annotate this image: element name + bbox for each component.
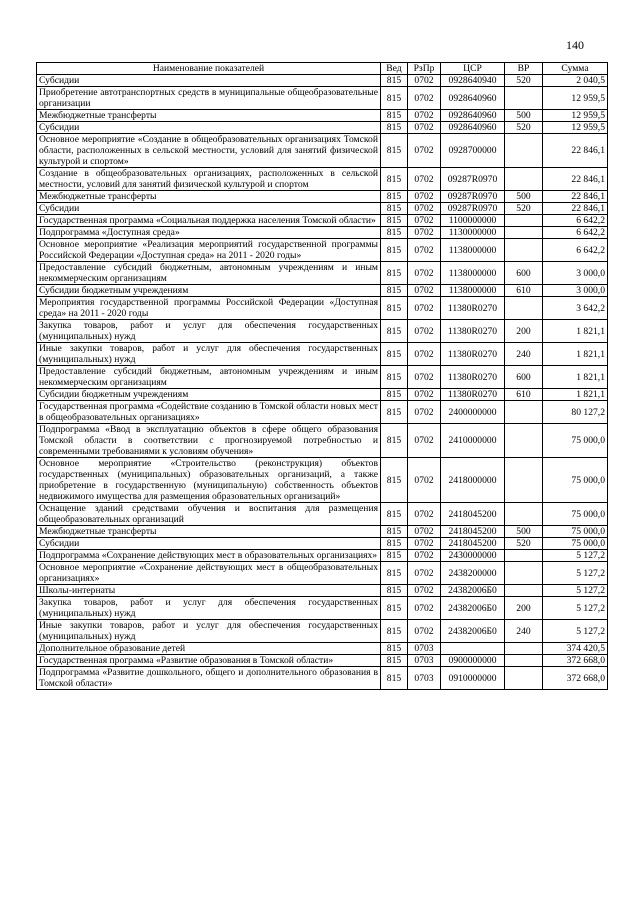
row-ved: 815: [381, 168, 408, 191]
table-row: [37, 87, 608, 110]
row-csr: 1138000000: [441, 239, 505, 262]
row-sum: 12 959,5: [543, 122, 608, 134]
row-ved: 815: [381, 401, 408, 424]
budget-table: [36, 62, 608, 690]
table-row: [37, 538, 608, 550]
row-sum: 6 642,2: [543, 227, 608, 239]
table-row: [37, 262, 608, 285]
row-vr: [505, 667, 543, 690]
table-row: [37, 620, 608, 643]
row-ved: 815: [381, 526, 408, 538]
row-sum: 5 127,2: [543, 597, 608, 620]
row-vr: [505, 401, 543, 424]
table-row: [37, 320, 608, 343]
row-sum: 5 127,2: [543, 550, 608, 562]
row-rzpr: 0702: [408, 597, 441, 620]
row-vr: 600: [505, 262, 543, 285]
row-sum: 2 040,5: [543, 75, 608, 87]
row-rzpr: 0702: [408, 620, 441, 643]
header-ved: Вед: [381, 63, 408, 75]
row-vr: 200: [505, 597, 543, 620]
row-name: Подпрограмма «Развитие дошкольного, общего и дополнительного образования в Томской области»: [37, 667, 381, 690]
row-name: Субсидии бюджетным учреждениям: [37, 285, 381, 297]
row-rzpr: 0702: [408, 389, 441, 401]
row-rzpr: 0702: [408, 75, 441, 87]
row-ved: 815: [381, 320, 408, 343]
row-sum: 75 000,0: [543, 526, 608, 538]
row-sum: 22 846,1: [543, 191, 608, 203]
row-ved: 815: [381, 134, 408, 168]
row-sum: 374 420,5: [543, 643, 608, 655]
row-rzpr: 0702: [408, 87, 441, 110]
row-vr: 520: [505, 203, 543, 215]
table-row: [37, 550, 608, 562]
row-name: Закупка товаров, работ и услуг для обеспечения государственных (муниципальных) нужд: [37, 320, 381, 343]
row-name: Предоставление субсидий бюджетным, автономным учреждениям и иным некоммерческим организациям: [37, 366, 381, 389]
row-vr: 200: [505, 320, 543, 343]
row-sum: 1 821,1: [543, 389, 608, 401]
row-sum: 6 642,2: [543, 239, 608, 262]
row-rzpr: 0702: [408, 538, 441, 550]
row-ved: 815: [381, 227, 408, 239]
row-rzpr: 0702: [408, 562, 441, 585]
row-rzpr: 0702: [408, 366, 441, 389]
row-name: Подпрограмма «Доступная среда»: [37, 227, 381, 239]
header-csr: ЦСР: [441, 63, 505, 75]
row-vr: [505, 585, 543, 597]
row-name: Межбюджетные трансферты: [37, 526, 381, 538]
row-csr: 2410000000: [441, 424, 505, 458]
row-sum: 75 000,0: [543, 538, 608, 550]
row-csr: 11380R0270: [441, 343, 505, 366]
table-row: [37, 239, 608, 262]
page-number: 140: [566, 38, 584, 52]
row-vr: [505, 562, 543, 585]
row-rzpr: 0702: [408, 550, 441, 562]
row-rzpr: 0702: [408, 526, 441, 538]
row-name: Субсидии: [37, 538, 381, 550]
row-vr: [505, 134, 543, 168]
row-csr: 11380R0270: [441, 389, 505, 401]
table-row: [37, 227, 608, 239]
row-vr: 610: [505, 389, 543, 401]
table-row: [37, 285, 608, 297]
row-ved: 815: [381, 110, 408, 122]
header-rzpr: РзПр: [408, 63, 441, 75]
row-sum: 372 668,0: [543, 667, 608, 690]
table-row: [37, 401, 608, 424]
row-ved: 815: [381, 597, 408, 620]
table-row: [37, 75, 608, 87]
row-ved: 815: [381, 343, 408, 366]
row-name: Субсидии: [37, 203, 381, 215]
row-rzpr: 0702: [408, 239, 441, 262]
row-csr: 0928640960: [441, 122, 505, 134]
header-row: [37, 63, 608, 75]
row-csr: 2400000000: [441, 401, 505, 424]
row-vr: 520: [505, 75, 543, 87]
row-ved: 815: [381, 262, 408, 285]
row-name: Предоставление субсидий бюджетным, автономным учреждениям и иным некоммерческим организациям: [37, 262, 381, 285]
row-csr: 0928640940: [441, 75, 505, 87]
table-row: [37, 643, 608, 655]
row-csr: 1138000000: [441, 285, 505, 297]
row-ved: 815: [381, 538, 408, 550]
row-vr: [505, 643, 543, 655]
row-csr: 1130000000: [441, 227, 505, 239]
row-vr: 610: [505, 285, 543, 297]
row-vr: [505, 655, 543, 667]
row-rzpr: 0703: [408, 667, 441, 690]
row-vr: [505, 503, 543, 526]
table-row: [37, 191, 608, 203]
row-csr: 2418045200: [441, 526, 505, 538]
row-name: Межбюджетные трансферты: [37, 191, 381, 203]
row-name: Создание в общеобразовательных организациях, расположенных в сельской местности, условий для занятий физической культурой и спортом: [37, 168, 381, 191]
table-row: [37, 597, 608, 620]
row-rzpr: 0702: [408, 343, 441, 366]
row-vr: [505, 297, 543, 320]
row-rzpr: 0702: [408, 297, 441, 320]
row-csr: 2418000000: [441, 458, 505, 503]
row-ved: 815: [381, 620, 408, 643]
row-vr: [505, 458, 543, 503]
row-ved: 815: [381, 655, 408, 667]
row-ved: 815: [381, 215, 408, 227]
row-csr: 0928640960: [441, 87, 505, 110]
row-vr: 520: [505, 538, 543, 550]
table-row: [37, 389, 608, 401]
row-rzpr: 0702: [408, 134, 441, 168]
row-name: Государственная программа «Содействие созданию в Томской области новых мест в общеобразовательных организациях»: [37, 401, 381, 424]
row-sum: 5 127,2: [543, 620, 608, 643]
table-row: [37, 366, 608, 389]
row-csr: 09287R0970: [441, 191, 505, 203]
row-csr: 2438200000: [441, 562, 505, 585]
table-row: [37, 168, 608, 191]
row-ved: 815: [381, 643, 408, 655]
table-body: [37, 75, 608, 690]
row-rzpr: 0702: [408, 424, 441, 458]
row-csr: 1100000000: [441, 215, 505, 227]
row-sum: 12 959,5: [543, 110, 608, 122]
row-ved: 815: [381, 366, 408, 389]
row-csr: 11380R0270: [441, 366, 505, 389]
row-vr: 520: [505, 122, 543, 134]
row-vr: 500: [505, 526, 543, 538]
row-name: Субсидии: [37, 75, 381, 87]
row-name: Межбюджетные трансферты: [37, 110, 381, 122]
row-ved: 815: [381, 285, 408, 297]
row-name: Подпрограмма «Сохранение действующих мест в образовательных организациях»: [37, 550, 381, 562]
row-ved: 815: [381, 122, 408, 134]
row-csr: 2418045200: [441, 538, 505, 550]
row-rzpr: 0702: [408, 503, 441, 526]
row-rzpr: 0702: [408, 320, 441, 343]
row-name: Мероприятия государственной программы Российской Федерации «Доступная среда» на 2011 - 2020 годы: [37, 297, 381, 320]
row-sum: 372 668,0: [543, 655, 608, 667]
row-csr: 0900000000: [441, 655, 505, 667]
row-rzpr: 0702: [408, 585, 441, 597]
row-rzpr: 0702: [408, 122, 441, 134]
row-vr: 600: [505, 366, 543, 389]
row-name: Основное мероприятие «Сохранение действующих мест в общеобразовательных организациях»: [37, 562, 381, 585]
row-ved: 815: [381, 389, 408, 401]
row-rzpr: 0702: [408, 168, 441, 191]
row-csr: 24382006Б0: [441, 620, 505, 643]
row-ved: 815: [381, 562, 408, 585]
row-csr: 09287R0970: [441, 203, 505, 215]
row-rzpr: 0702: [408, 110, 441, 122]
row-ved: 815: [381, 75, 408, 87]
row-sum: 12 959,5: [543, 87, 608, 110]
row-vr: [505, 87, 543, 110]
row-sum: 3 642,2: [543, 297, 608, 320]
row-sum: 5 127,2: [543, 585, 608, 597]
row-sum: 1 821,1: [543, 320, 608, 343]
row-sum: 80 127,2: [543, 401, 608, 424]
row-vr: [505, 424, 543, 458]
row-name: Государственная программа «Развитие образования в Томской области»: [37, 655, 381, 667]
row-csr: 24382006Б0: [441, 585, 505, 597]
row-csr: 0910000000: [441, 667, 505, 690]
table-row: [37, 134, 608, 168]
row-rzpr: 0702: [408, 285, 441, 297]
row-csr: 0928700000: [441, 134, 505, 168]
row-ved: 815: [381, 458, 408, 503]
table-row: [37, 343, 608, 366]
row-vr: 500: [505, 110, 543, 122]
row-name: Государственная программа «Социальная поддержка населения Томской области»: [37, 215, 381, 227]
row-sum: 6 642,2: [543, 215, 608, 227]
row-sum: 22 846,1: [543, 203, 608, 215]
row-sum: 3 000,0: [543, 262, 608, 285]
row-rzpr: 0702: [408, 227, 441, 239]
row-csr: 1138000000: [441, 262, 505, 285]
row-sum: 1 821,1: [543, 343, 608, 366]
row-name: Оснащение зданий средствами обучения и воспитания для размещения общеобразовательных организаций: [37, 503, 381, 526]
header-vr: ВР: [505, 63, 543, 75]
row-vr: [505, 227, 543, 239]
row-name: Субсидии: [37, 122, 381, 134]
row-sum: 22 846,1: [543, 134, 608, 168]
row-rzpr: 0702: [408, 458, 441, 503]
row-csr: 2418045200: [441, 503, 505, 526]
table-row: [37, 122, 608, 134]
row-sum: 1 821,1: [543, 366, 608, 389]
table-row: [37, 110, 608, 122]
table-row: [37, 458, 608, 503]
table-row: [37, 655, 608, 667]
row-vr: 500: [505, 191, 543, 203]
table-row: [37, 424, 608, 458]
row-rzpr: 0702: [408, 191, 441, 203]
row-name: Школы-интернаты: [37, 585, 381, 597]
row-ved: 815: [381, 585, 408, 597]
row-csr: 24382006Б0: [441, 597, 505, 620]
row-rzpr: 0703: [408, 655, 441, 667]
row-ved: 815: [381, 550, 408, 562]
table-row: [37, 215, 608, 227]
row-name: Иные закупки товаров, работ и услуг для обеспечения государственных (муниципальных) нужд: [37, 620, 381, 643]
row-vr: 240: [505, 620, 543, 643]
row-name: Приобретение автотранспортных средств в муниципальные общеобразовательные организации: [37, 87, 381, 110]
table-row: [37, 585, 608, 597]
row-csr: 11380R0270: [441, 297, 505, 320]
table-row: [37, 203, 608, 215]
row-ved: 815: [381, 203, 408, 215]
header-sum: Сумма: [543, 63, 608, 75]
row-ved: 815: [381, 667, 408, 690]
row-sum: 75 000,0: [543, 458, 608, 503]
row-sum: 75 000,0: [543, 503, 608, 526]
row-rzpr: 0702: [408, 203, 441, 215]
row-sum: 5 127,2: [543, 562, 608, 585]
row-ved: 815: [381, 239, 408, 262]
row-rzpr: 0702: [408, 215, 441, 227]
table-row: [37, 667, 608, 690]
row-ved: 815: [381, 87, 408, 110]
row-csr: 2430000000: [441, 550, 505, 562]
row-ved: 815: [381, 297, 408, 320]
row-sum: 75 000,0: [543, 424, 608, 458]
row-sum: 3 000,0: [543, 285, 608, 297]
table-row: [37, 297, 608, 320]
row-name: Дополнительное образование детей: [37, 643, 381, 655]
row-rzpr: 0702: [408, 401, 441, 424]
row-ved: 815: [381, 503, 408, 526]
header-name: Наименование показателей: [37, 63, 381, 75]
row-rzpr: 0703: [408, 643, 441, 655]
row-csr: 0928640960: [441, 110, 505, 122]
row-name: Субсидии бюджетным учреждениям: [37, 389, 381, 401]
row-sum: 22 846,1: [543, 168, 608, 191]
row-name: Иные закупки товаров, работ и услуг для обеспечения государственных (муниципальных) нужд: [37, 343, 381, 366]
row-name: Основное мероприятие «Реализация мероприятий государственной программы Российской Федерации «Доступная среда» на 2011 - 2020 годы»: [37, 239, 381, 262]
row-ved: 815: [381, 424, 408, 458]
row-vr: [505, 168, 543, 191]
row-csr: [441, 643, 505, 655]
table-row: [37, 503, 608, 526]
table-row: [37, 526, 608, 538]
row-vr: [505, 215, 543, 227]
row-name: Основное мероприятие «Создание в общеобразовательных организациях Томской области, расположенных в сельской местности, условий для занятий физической культурой и спортом»: [37, 134, 381, 168]
row-vr: [505, 239, 543, 262]
row-ved: 815: [381, 191, 408, 203]
row-csr: 09287R0970: [441, 168, 505, 191]
row-name: Основное мероприятие «Строительство (реконструкция) объектов государственных (муниципальных) образовательных организаций, а также приобретение в государственную (муниципальную) собственность объектов недвижимого имущества для размещения образовательных организаций»: [37, 458, 381, 503]
row-vr: 240: [505, 343, 543, 366]
table-row: [37, 562, 608, 585]
row-name: Подпрограмма «Ввод в эксплуатацию объектов в сфере общего образования Томской области в соответствии с прогнозируемой потребностью и современными требованиями к условиям обучения»: [37, 424, 381, 458]
row-vr: [505, 550, 543, 562]
row-name: Закупка товаров, работ и услуг для обеспечения государственных (муниципальных) нужд: [37, 597, 381, 620]
row-rzpr: 0702: [408, 262, 441, 285]
row-csr: 11380R0270: [441, 320, 505, 343]
